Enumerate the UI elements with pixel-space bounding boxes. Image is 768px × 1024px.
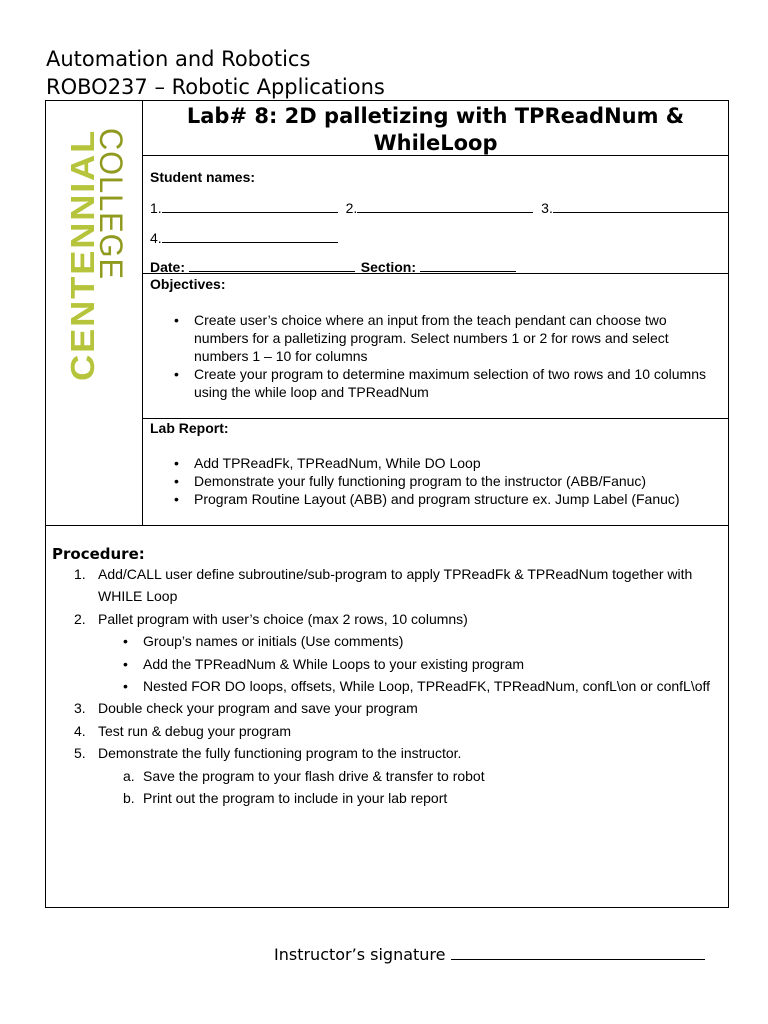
substep-letter: b. [123, 790, 135, 807]
step-number: 2. [74, 610, 86, 627]
procedure-title: Procedure: [52, 545, 145, 563]
objectives-label: Objectives: [150, 276, 226, 292]
objective-item: • Create user’s choice where an input from the teach pendant can choose two numbers for a palletizing program. Select numbers 1 or 2 for rows and select numbers 1 – 10 for columns [150, 311, 722, 365]
step-5-substep [52, 787, 722, 809]
course-program-heading: Automation and Robotics [46, 47, 311, 71]
procedure-step [52, 608, 722, 630]
section-label: Section: [360, 259, 417, 275]
instructor-signature-label: Instructor’s signature [274, 945, 446, 964]
objectives-list-container [150, 311, 722, 401]
student-4-field[interactable] [162, 229, 338, 243]
bullet-text: Nested FOR DO loops, offsets, While Loop, TPReadFK, TPReadNum, confL\on or confL\off [143, 678, 711, 695]
procedure-step [52, 697, 722, 719]
substep-letter: a. [123, 767, 135, 784]
step-5-substep [52, 765, 722, 787]
date-label: Date: [150, 259, 186, 275]
objectives-list [150, 311, 722, 401]
centennial-college-logo [54, 125, 136, 385]
student-2-number: 2. [345, 200, 358, 216]
step-number: 1. [74, 566, 86, 582]
step-text: Test run & debug your program [98, 722, 291, 739]
step-2-bullet: • Group’s names or initials (Use comments) [123, 633, 404, 650]
step-text: Demonstrate the fully functioning program to the instructor. [98, 745, 462, 762]
row-divider-objectives [142, 418, 728, 419]
procedure-section [52, 545, 722, 809]
step-2-bullet: • Add the TPReadNum & While Loops to your existing program [123, 655, 525, 672]
student-1-number: 1. [150, 200, 162, 216]
instructor-signature-field[interactable] [451, 945, 705, 960]
objective-item: • Create your program to determine maximum selection of two rows and 10 columns using the while loop and TPReadNum [150, 365, 722, 401]
lab-report-item: • Program Routine Layout (ABB) and program structure ex. Jump Label (Fanuc) [150, 490, 722, 508]
logo-word-centennial: CENTENNIAL [64, 153, 101, 381]
bullet-text: Group’s names or initials (Use comments) [143, 633, 404, 650]
step-number: 5. [74, 745, 86, 762]
procedure-step [52, 742, 722, 764]
lab-report-list-container [150, 454, 722, 508]
step-text: Add/CALL user define subroutine/sub-program to apply TPReadFk & TPReadNum together with WHILE Loop [98, 566, 693, 605]
instructor-signature-row [274, 945, 705, 964]
date-field[interactable] [189, 258, 355, 272]
step-number: 3. [74, 700, 86, 717]
logo-word-college: COLLEGE [93, 128, 129, 287]
student-name-row-1 [150, 199, 729, 216]
column-divider [142, 101, 143, 526]
substep-text: Save the program to your flash drive & transfer to robot [143, 767, 485, 784]
substep-text: Print out the program to include in your lab report [143, 790, 448, 807]
step-2-bullet: • Nested FOR DO loops, offsets, While Loop, TPReadFK, TPReadNum, confL\on or confL\off [123, 678, 711, 695]
procedure-step [52, 720, 722, 742]
date-section-row [150, 258, 516, 275]
student-2-field[interactable] [357, 199, 533, 213]
lab-report-list [150, 454, 722, 508]
lab-report-item: • Demonstrate your fully functioning program to the instructor (ABB/Fanuc) [150, 472, 722, 490]
procedure-step [52, 563, 722, 608]
step-number: 4. [74, 722, 86, 739]
lab-report-item: • Add TPReadFk, TPReadNum, While DO Loop [150, 454, 722, 472]
bullet-text: Add the TPReadNum & While Loops to your existing program [143, 655, 525, 672]
step-text: Pallet program with user’s choice (max 2 rows, 10 columns) [98, 610, 468, 627]
student-4-number: 4. [150, 230, 162, 246]
student-3-field[interactable] [553, 199, 729, 213]
student-1-field[interactable] [162, 199, 338, 213]
lab-report-label: Lab Report: [150, 420, 229, 436]
lab-title: Lab# 8: 2D palletizing with TPReadNum & WhileLoop [186, 104, 685, 155]
student-3-number: 3. [541, 200, 553, 216]
student-names-label: Student names: [150, 169, 256, 185]
step-text: Double check your program and save your program [98, 700, 418, 717]
row-divider-report [46, 525, 728, 526]
course-code-heading: ROBO237 – Robotic Applications [46, 75, 385, 99]
lab-form-table [45, 100, 729, 908]
student-name-row-2 [150, 229, 338, 246]
section-field[interactable] [420, 258, 516, 272]
